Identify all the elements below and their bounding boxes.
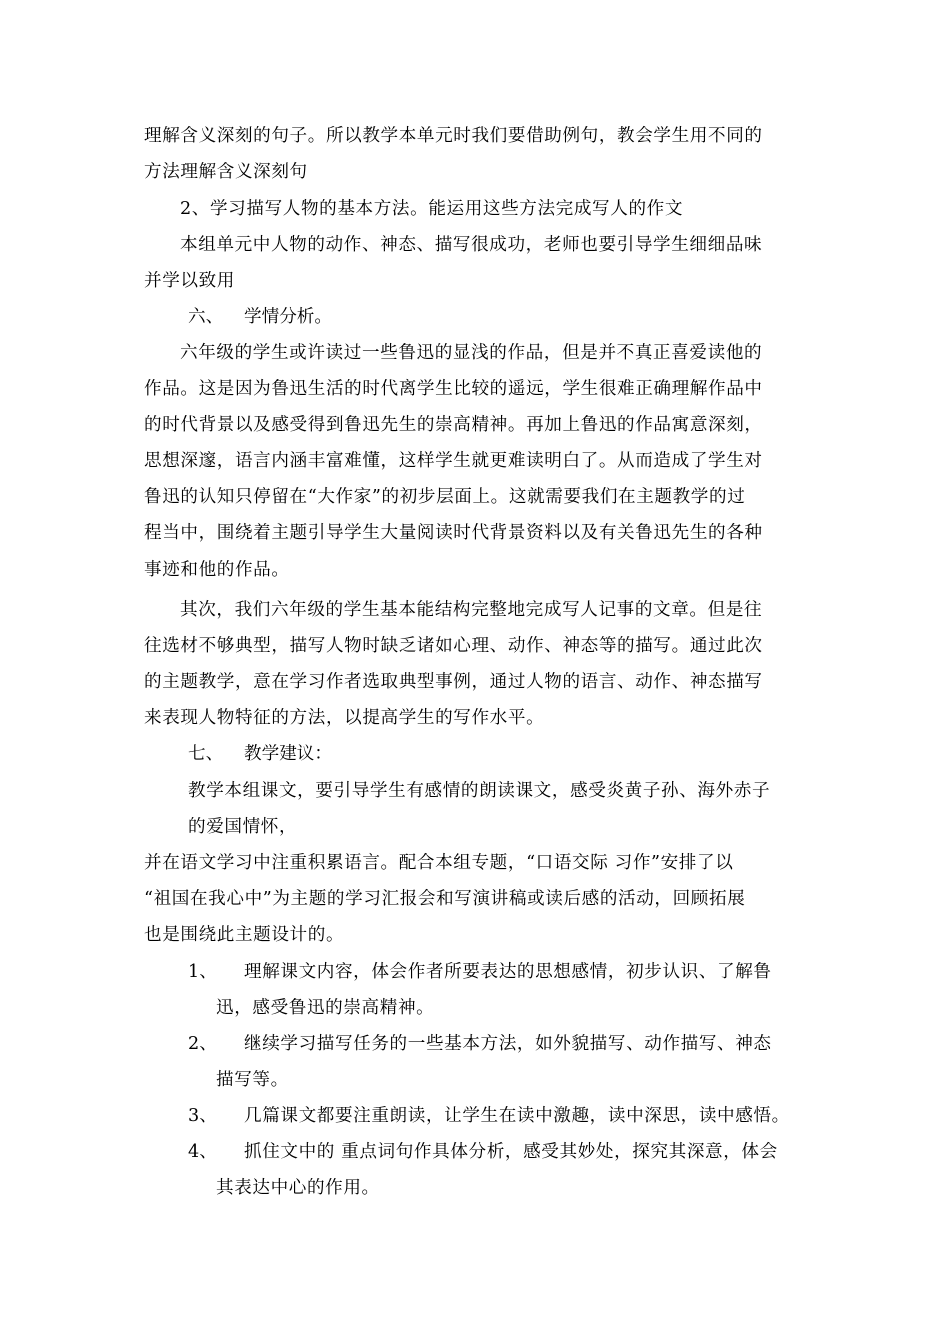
list-line: 几篇课文都要注重朗读，让学生在读中激趣，读中深思，读中感悟。 [244, 1106, 790, 1126]
paragraph-line: 作品。这是因为鲁迅生活的时代离学生比较的遥远，学生很难正确理解作品中 [144, 379, 763, 399]
paragraph-line: 并在语文学习中注重积累语言。配合本组专题，“口语交际 习作”安排了以 [144, 853, 734, 873]
list-line: 迅，感受鲁迅的崇高精神。 [216, 998, 435, 1018]
paragraph-line: 2、学习描写人物的基本方法。能运用这些方法完成写人的作文 [180, 199, 684, 219]
list-number: 2、 [188, 1034, 217, 1054]
paragraph-line: 六年级的学生或许读过一些鲁迅的显浅的作品，但是并不真正喜爱读他的 [180, 343, 763, 363]
section-number: 六、 [188, 307, 224, 327]
list-line: 描写等。 [216, 1070, 289, 1090]
paragraph-line: 也是围绕此主题设计的。 [144, 925, 345, 945]
paragraph-line: 的时代背景以及感受得到鲁迅先生的崇高精神。再加上鲁迅的作品寓意深刻， [144, 415, 763, 435]
list-line: 抓住文中的 重点词句作具体分析，感受其妙处，探究其深意，体会 [244, 1142, 778, 1162]
paragraph-line: 程当中，围绕着主题引导学生大量阅读时代背景资料以及有关鲁迅先生的各种 [144, 523, 763, 543]
paragraph-line: 思想深邃，语言内涵丰富难懂，这样学生就更难读明白了。从而造成了学生对 [144, 451, 763, 471]
paragraph-line: 理解含义深刻的句子。所以教学本单元时我们要借助例句，教会学生用不同的 [144, 126, 763, 146]
list-number: 4、 [188, 1142, 217, 1162]
paragraph-line: 来表现人物特征的方法，以提高学生的写作水平。 [144, 708, 545, 728]
paragraph-line: 事迹和他的作品。 [144, 560, 290, 580]
paragraph-line: 其次，我们六年级的学生基本能结构完整地完成写人记事的文章。但是往 [180, 600, 763, 620]
paragraph-line: 的主题教学，意在学习作者选取典型事例，通过人物的语言、动作、神态描写 [144, 672, 763, 692]
paragraph-line: 的爱国情怀， [188, 817, 298, 837]
paragraph-line: 方法理解含义深刻句 [144, 162, 308, 182]
paragraph-line: 往选材不够典型，描写人物时缺乏诸如心理、动作、神态等的描写。通过此次 [144, 636, 763, 656]
paragraph-line: 鲁迅的认知只停留在“大作家”的初步层面上。这就需要我们在主题教学的过 [144, 487, 746, 507]
list-line: 继续学习描写任务的一些基本方法，如外貌描写、动作描写、神态 [244, 1034, 772, 1054]
section-number: 七、 [188, 744, 224, 764]
list-line: 理解课文内容，体会作者所要表达的思想感情，初步认识、了解鲁 [244, 962, 772, 982]
section-title: 学情分析。 [244, 307, 332, 327]
paragraph-line: 本组单元中人物的动作、神态、描写很成功，老师也要引导学生细细品味 [180, 235, 763, 255]
list-number: 3、 [188, 1106, 217, 1126]
paragraph-line: 教学本组课文，要引导学生有感情的朗读课文，感受炎黄子孙、海外赤子 [188, 781, 771, 801]
paragraph-line: “祖国在我心中”为主题的学习汇报会和写演讲稿或读后感的活动，回顾拓展 [144, 889, 746, 909]
list-number: 1、 [188, 962, 217, 982]
section-title: 教学建议： [244, 744, 332, 764]
list-line: 其表达中心的作用。 [216, 1178, 380, 1198]
paragraph-line: 并学以致用 [144, 271, 235, 291]
